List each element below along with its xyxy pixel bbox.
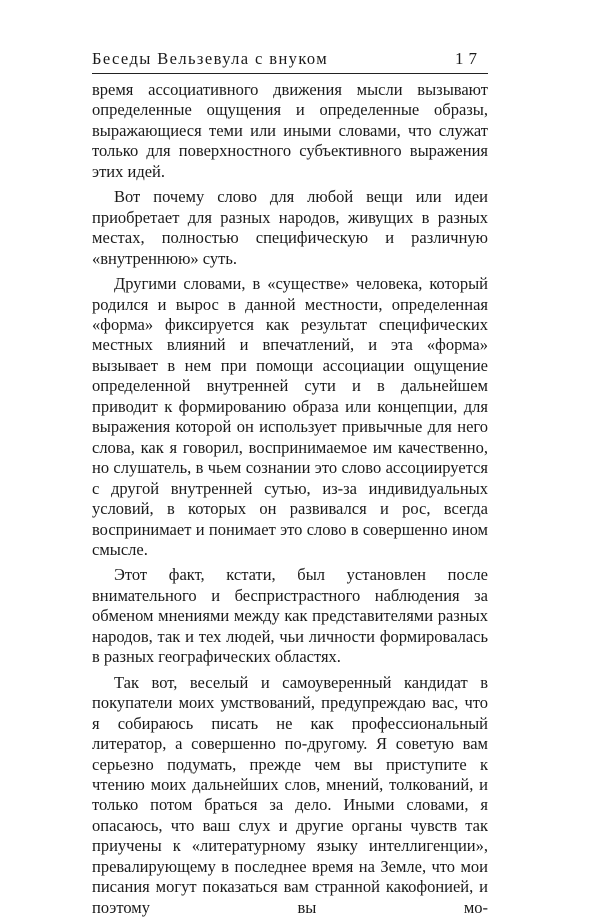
paragraph: Вот почему слово для любой вещи или идеи приобретает для разных народов, живущих в разных местах, полностью специфическую и различную «внутреннюю» суть. bbox=[92, 187, 488, 268]
running-title: Беседы Вельзевула с внуком bbox=[92, 49, 329, 68]
paragraph: Этот факт, кстати, был установлен после внимательного и беспристрастного наблюдения за обменом мнениями между как представителями разных народов, так и тех людей, чьи личности формировалась в разных географических областях. bbox=[92, 565, 488, 667]
paragraph-hyphenated-end: Так вот, веселый и самоуверенный кандидат в покупатели моих умствований, предупреждаю вас, что я собираюсь писать не как профессиональный литератор, а совершенно по-другому. Я советую вам серьезно подумать, прежде чем вы приступите к чтению моих дальнейших слов, мнений, толкований, и только потом браться за дело. Иными словами, я опасаюсь, что ваш слух и другие органы чувств так приучены к «литературному языку интеллигенции», превалирующему в последнее время на Земле, что мои писания могут показаться вам странной какофонией, и поэтому вы мо- bbox=[92, 672, 488, 917]
page-number: 17 bbox=[455, 49, 482, 68]
body-text bbox=[92, 80, 488, 918]
paragraph: Другими словами, в «существе» человека, который родился и вырос в данной местности, определенная «форма» фиксируется как результат специфических местных влияний и впечатлений, и эта «форма» вызывает в нем при помощи ассоциации ощущение определенной внутренней сути и в дальнейшем приводит к формированию образа или концепции, для выражения которой он использует привычные для него слова, как я говорил, воспринимаемое им качественно, но слушатель, в чьем сознании это слово ассоциируется с другой внутренней сутью, из-за индивидуальных условий, в которых он развивался и рос, всегда воспринимает и понимает это слово в совершенно ином смысле. bbox=[92, 274, 488, 559]
header-rule bbox=[92, 73, 488, 74]
paragraph-continued: время ассоциативного движения мысли вызывают определенные ощущения и определенные образы, выражающиеся теми или иными словами, что служат только для поверхностного субъективного выражения этих идей. bbox=[92, 80, 488, 181]
running-head bbox=[92, 48, 488, 72]
